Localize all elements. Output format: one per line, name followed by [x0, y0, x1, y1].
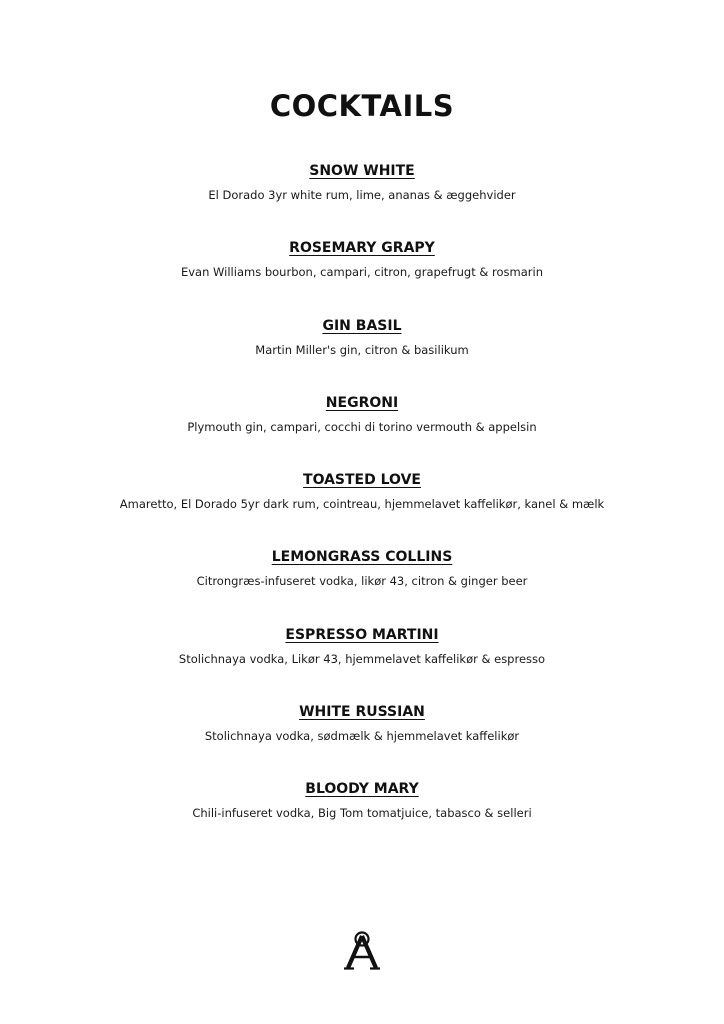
cocktail-menu-list	[0, 160, 724, 856]
cocktail-name: SNOW WHITE	[309, 163, 415, 179]
cocktail-name: GIN BASIL	[322, 317, 402, 334]
cocktail-description: Stolichnaya vodka, sødmælk & hjemmelavet kaffelikør	[204, 729, 520, 744]
cocktail-description: Plymouth gin, campari, cocchi di torino vermouth & appelsin	[187, 419, 537, 434]
cocktail-name: ROSEMARY GRAPY	[289, 240, 435, 257]
cocktail-name: BLOODY MARY	[305, 781, 419, 798]
cocktail-description: Martin Miller's gin, citron & basilikum	[255, 342, 469, 357]
menu-item-snow-white	[0, 160, 724, 237]
monogram-a-logo-icon	[342, 930, 382, 972]
menu-item-lemongrass-collins	[0, 546, 724, 623]
cocktail-name: WHITE RUSSIAN	[299, 704, 425, 721]
cocktail-description: Chili-infuseret vodka, Big Tom tomatjuice, tabasco & selleri	[192, 806, 532, 821]
menu-item-rosemary-grapy	[0, 237, 724, 314]
menu-item-bloody-mary	[0, 778, 724, 855]
cocktail-name: TOASTED LOVE	[303, 472, 421, 489]
cocktail-description: El Dorado 3yr white rum, lime, ananas & æggehvider	[208, 188, 516, 202]
cocktail-description: Citrongræs-infuseret vodka, likør 43, citron & ginger beer	[196, 574, 528, 589]
menu-item-toasted-love	[0, 469, 724, 546]
page-title: COCKTAILS	[269, 89, 455, 123]
cocktail-name: ESPRESSO MARTINI	[285, 626, 439, 643]
menu-item-gin-basil	[0, 315, 724, 392]
menu-item-negroni	[0, 392, 724, 469]
cocktail-name: NEGRONI	[325, 394, 399, 411]
cocktail-description: Evan Williams bourbon, campari, citron, grapefrugt & rosmarin	[180, 265, 543, 280]
cocktail-description: Amaretto, El Dorado 5yr dark rum, cointreau, hjemmelavet kaffelikør, kanel & mælk	[119, 497, 605, 512]
menu-item-espresso-martini	[0, 624, 724, 701]
cocktail-name: LEMONGRASS COLLINS	[271, 549, 453, 566]
cocktail-description: Stolichnaya vodka, Likør 43, hjemmelavet kaffelikør & espresso	[178, 651, 546, 666]
menu-item-white-russian	[0, 701, 724, 778]
